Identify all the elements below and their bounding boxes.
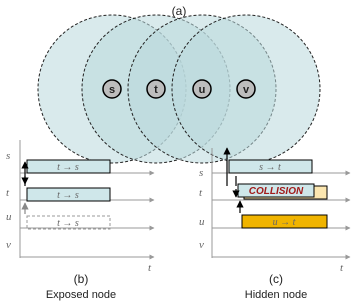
b-row-label-t: t (6, 187, 10, 199)
b-title: Exposed node (45, 289, 117, 301)
c-axis-label: t (340, 262, 344, 274)
node-v (237, 80, 255, 98)
node-u-label: u (198, 84, 206, 96)
c-collision-label: COLLISION (248, 186, 304, 197)
panel-exposed-node (6, 140, 154, 301)
range-circles (38, 15, 320, 163)
b-axis-label: t (148, 262, 152, 274)
b-row-label-s: s (6, 150, 11, 162)
node-u (193, 80, 211, 98)
c-row-label-v: v (199, 239, 204, 251)
b-frame-1-label: t → s (57, 162, 79, 173)
b-frame-2-label: t → s (57, 190, 79, 201)
c-row-label-u: u (199, 216, 205, 228)
c-frame-3-label: u → t (272, 217, 296, 228)
c-title: Hidden node (244, 289, 308, 301)
node-s-label: s (108, 84, 116, 96)
top-caption: (a) (171, 4, 187, 18)
b-caption: (b) (73, 272, 89, 286)
node-t (147, 80, 165, 98)
c-frame-1-label: s → t (259, 162, 281, 173)
panel-hidden-node (199, 148, 350, 301)
b-frame-3-label: t → s (57, 218, 79, 229)
b-row-label-v: v (6, 239, 11, 251)
c-row-label-t: t (199, 187, 203, 199)
c-row-label-s: s (199, 167, 204, 179)
node-v-label: v (242, 84, 250, 96)
node-t-label: t (154, 84, 158, 96)
node-s (103, 80, 121, 98)
b-row-label-u: u (6, 211, 12, 223)
c-caption: (c) (269, 272, 283, 286)
